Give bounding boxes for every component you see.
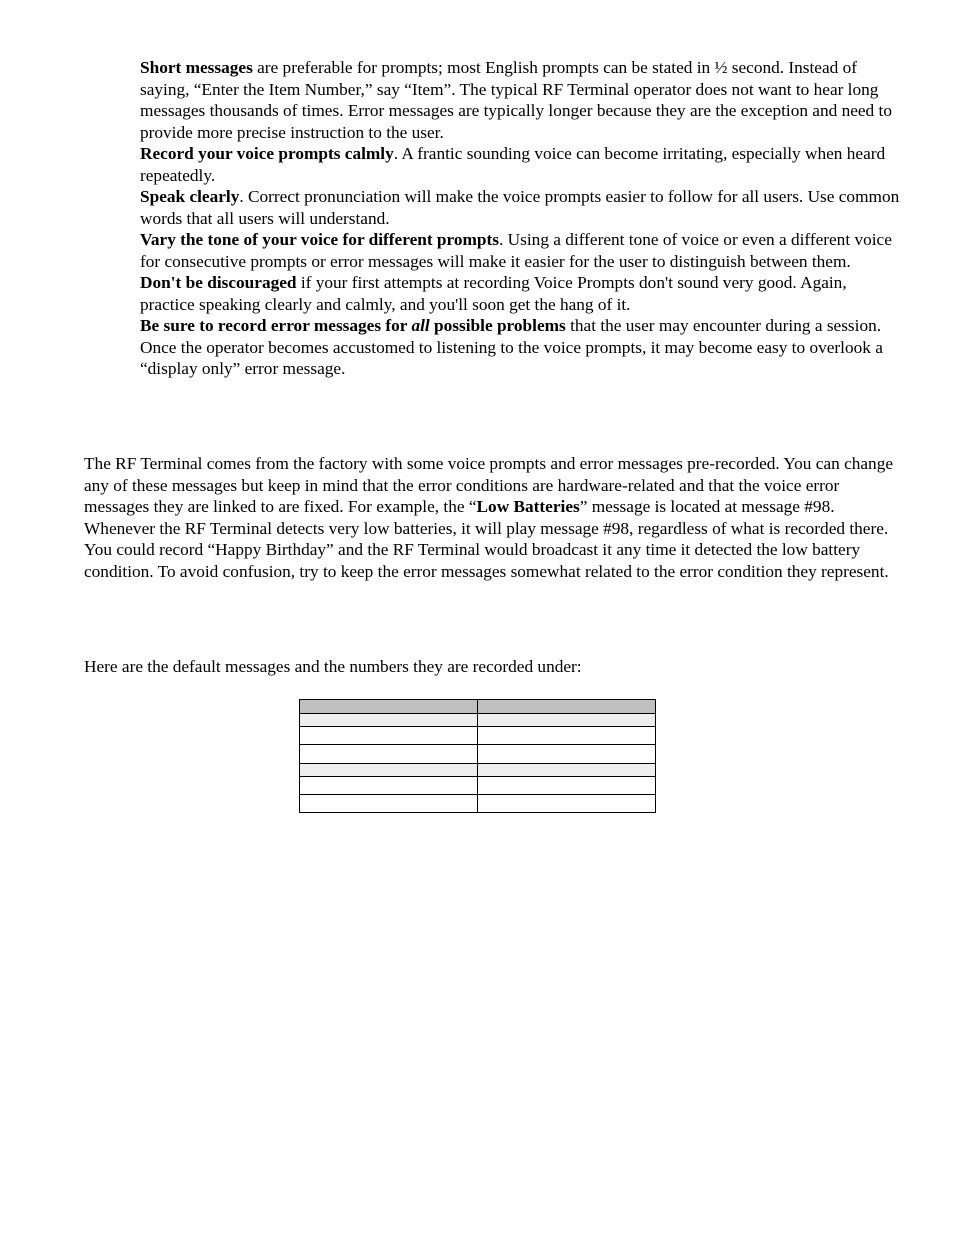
table-row — [300, 795, 656, 813]
tip-heading: Vary the tone of your voice for different prompts — [140, 230, 500, 249]
tip-emphasis: all — [411, 316, 430, 335]
tip-short-messages — [140, 57, 900, 143]
table-cell — [478, 764, 656, 777]
tip-text: . Using a different tone of voice or even a different voice for consecutive prompts or error messages will make it easier for the user to distinguish between them. — [140, 230, 892, 271]
table-cell — [478, 727, 656, 745]
table-cell — [300, 795, 478, 813]
tip-heading: Don't be discouraged — [140, 273, 297, 292]
intro-text-1: The RF Terminal comes from the factory with some voice prompts and error messages pre-recorded. You can change any of these messages but keep in mind that the error conditions are hardware-related and that the voice error messages they are linked to are fixed. For example, the “ — [84, 454, 894, 516]
default-messages-table — [299, 699, 656, 813]
table-cell — [300, 764, 478, 777]
table-cell — [478, 745, 656, 764]
table-cell — [478, 714, 656, 727]
tip-record-calmly — [140, 143, 900, 186]
table-cell — [478, 795, 656, 813]
intro-paragraph — [84, 453, 898, 582]
table-lead-paragraph: Here are the default messages and the numbers they are recorded under: — [84, 657, 582, 676]
tip-text: are preferable for prompts; most English prompts can be stated in ½ second. Instead of saying, “Enter the Item Number,” say “Item”. The typical RF Terminal operator does not want to hear long messages thousands of times. Error messages are typically longer because they are the exception and need to provide more precise instruction to the user. — [140, 58, 892, 142]
intro-text-2: ” message is located at message #98. Whenever the RF Terminal detects very low batteries, it will play message #98, regardless of what is recorded there. You could record “Happy Birthday” and the RF Terminal would broadcast it any time it detected the low battery condition. To avoid confusion, try to keep the error messages somewhat related to the error condition they represent. — [84, 497, 889, 581]
tip-heading: Record your voice prompts calmly — [140, 144, 394, 163]
table-row — [300, 777, 656, 795]
header-cell-message — [300, 700, 478, 714]
table-row — [300, 727, 656, 745]
tip-speak-clearly — [140, 186, 900, 229]
tip-text: if your first attempts at recording Voice Prompts don't sound very good. Again, practice speaking clearly and calmly, and you'll soon get the hang of it. — [140, 273, 847, 314]
table-header-row — [300, 700, 656, 714]
tip-dont-be-discouraged — [140, 272, 900, 315]
table-cell — [478, 777, 656, 795]
tip-heading: Speak clearly — [140, 187, 240, 206]
tip-text: that the user may encounter during a session. Once the operator becomes accustomed to listening to the voice prompts, it may become easy to overlook a “display only” error message. — [140, 316, 883, 378]
table-row — [300, 764, 656, 777]
table-cell — [300, 777, 478, 795]
table-cell — [300, 714, 478, 727]
table-row — [300, 714, 656, 727]
low-batteries-label: Low Batteries — [476, 497, 580, 516]
table-cell — [300, 727, 478, 745]
header-cell-number — [478, 700, 656, 714]
tip-heading: Short messages — [140, 58, 253, 77]
table-cell — [300, 745, 478, 764]
tip-vary-tone — [140, 229, 900, 272]
tip-text: . A frantic sounding voice can become irritating, especially when heard repeatedly. — [140, 144, 886, 185]
tip-heading-cont: possible problems — [429, 316, 566, 335]
table-row — [300, 745, 656, 764]
tip-heading: Be sure to record error messages for — [140, 316, 412, 335]
tip-text: . Correct pronunciation will make the voice prompts easier to follow for all users. Use common words that all users will understand. — [140, 187, 900, 228]
tips-list — [140, 57, 900, 380]
tip-record-error-messages — [140, 315, 900, 380]
